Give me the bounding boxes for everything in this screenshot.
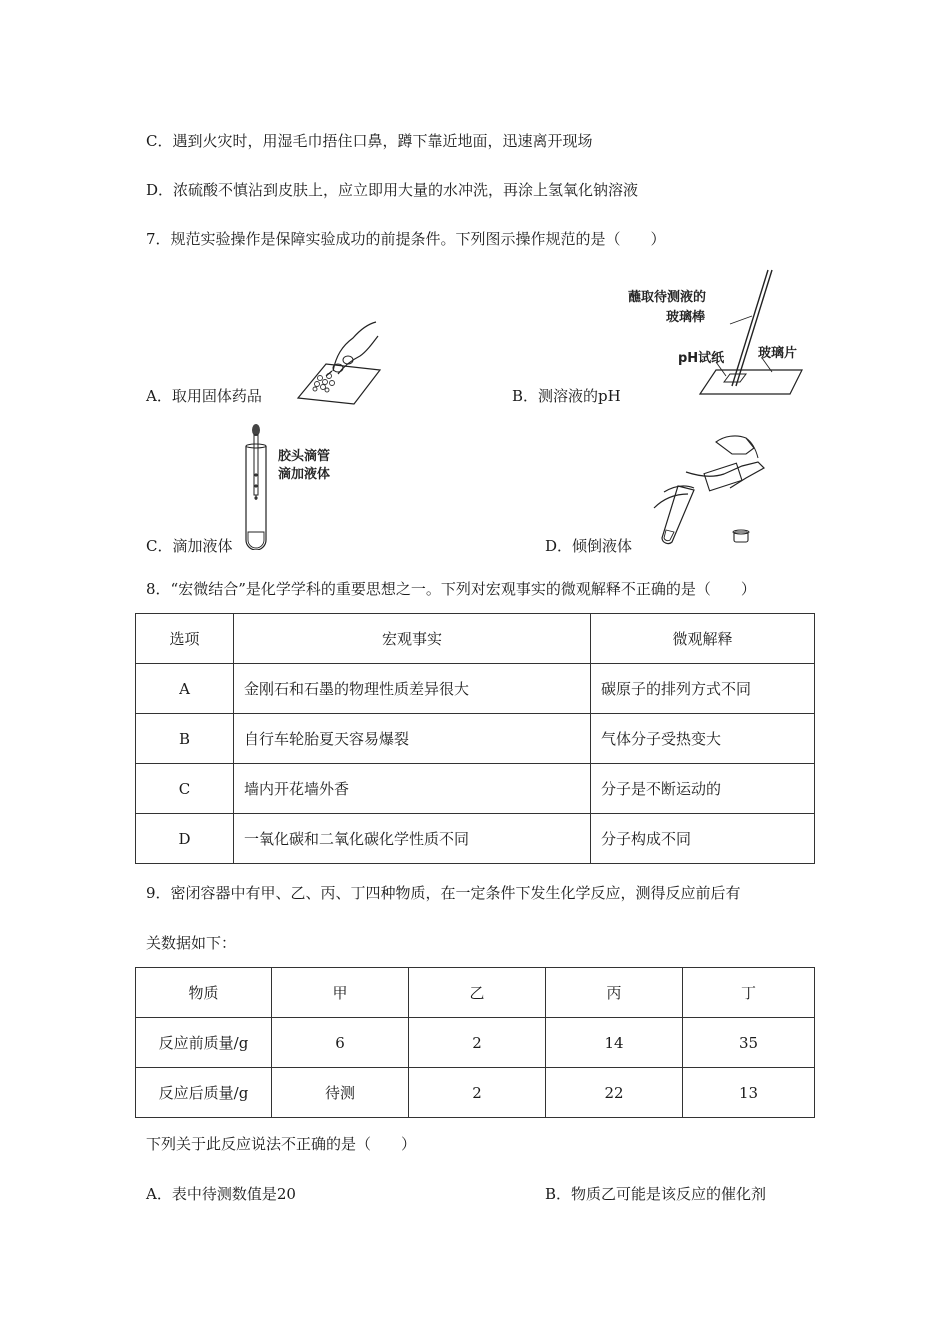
figure-d-pouring xyxy=(646,432,776,552)
table-cell: 6 xyxy=(272,1018,409,1068)
table-row xyxy=(136,814,815,864)
table-cell: 13 xyxy=(683,1068,815,1118)
table-cell: B xyxy=(136,714,234,764)
table-cell: 反应后质量/g xyxy=(136,1068,272,1118)
label-dropper-line1: 胶头滴管 xyxy=(278,449,331,464)
label-glass-slide: 玻璃片 xyxy=(758,346,798,361)
table-header-cell: 宏观事实 xyxy=(234,614,591,664)
table-cell: 22 xyxy=(546,1068,683,1118)
table-cell: 分子是不断运动的 xyxy=(591,764,815,814)
figure-c-dropper xyxy=(240,420,360,550)
question-7-stem: 7．规范实验操作是保障实验成功的前提条件。下列图示操作规范的是（ ） xyxy=(146,230,666,248)
table-cell: 墙内开花墙外香 xyxy=(234,764,591,814)
table-cell: 2 xyxy=(409,1068,546,1118)
table-row xyxy=(136,664,815,714)
table-header-cell: 选项 xyxy=(136,614,234,664)
table-header-row xyxy=(136,968,815,1018)
label-glass-rod-line2: 玻璃棒 xyxy=(666,310,706,325)
table-cell: 待测 xyxy=(272,1068,409,1118)
label-dropper-line2: 滴加液体 xyxy=(278,467,331,482)
table-question-8 xyxy=(135,613,815,864)
table-row xyxy=(136,1068,815,1118)
figure-b-ph-test xyxy=(612,266,832,406)
table-row xyxy=(136,764,815,814)
table-header-cell: 丙 xyxy=(546,968,683,1018)
table-row xyxy=(136,1018,815,1068)
figure-a-solid-reagent xyxy=(268,316,388,406)
table-cell: 2 xyxy=(409,1018,546,1068)
table-cell: 气体分子受热变大 xyxy=(591,714,815,764)
question-9-option-b: B．物质乙可能是该反应的催化剂 xyxy=(545,1185,767,1203)
table-cell: A xyxy=(136,664,234,714)
table-header-cell: 乙 xyxy=(409,968,546,1018)
question-9-stem-line1: 9．密闭容器中有甲、乙、丙、丁四种物质，在一定条件下发生化学反应，测得反应前后有 xyxy=(146,884,741,902)
question-7-option-a: A．取用固体药品 xyxy=(146,387,262,405)
table-cell: C xyxy=(136,764,234,814)
table-header-row xyxy=(136,614,815,664)
question-9-stem-line2: 关数据如下： xyxy=(146,934,237,952)
table-header-cell: 微观解释 xyxy=(591,614,815,664)
table-cell: 碳原子的排列方式不同 xyxy=(591,664,815,714)
question-8-stem: 8．“宏微结合”是化学学科的重要思想之一。下列对宏观事实的微观解释不正确的是（ ） xyxy=(146,580,756,598)
question-6-option-c: C．遇到火灾时，用湿毛巾捂住口鼻，蹲下靠近地面，迅速离开现场 xyxy=(146,132,593,150)
question-9-option-a: A．表中待测数值是20 xyxy=(146,1185,296,1203)
table-cell: 分子构成不同 xyxy=(591,814,815,864)
table-cell: 反应前质量/g xyxy=(136,1018,272,1068)
table-cell: 金刚石和石墨的物理性质差异很大 xyxy=(234,664,591,714)
table-question-9 xyxy=(135,967,815,1118)
table-row xyxy=(136,714,815,764)
question-7-option-c: C．滴加液体 xyxy=(146,537,233,555)
table-cell: 35 xyxy=(683,1018,815,1068)
table-header-cell: 物质 xyxy=(136,968,272,1018)
table-cell: D xyxy=(136,814,234,864)
table-cell: 自行车轮胎夏天容易爆裂 xyxy=(234,714,591,764)
table-header-cell: 甲 xyxy=(272,968,409,1018)
label-glass-rod-line1: 蘸取待测液的 xyxy=(628,290,707,305)
table-cell: 一氧化碳和二氧化碳化学性质不同 xyxy=(234,814,591,864)
table-cell: 14 xyxy=(546,1018,683,1068)
label-ph-paper: pH试纸 xyxy=(678,351,725,366)
question-7-option-d: D．倾倒液体 xyxy=(545,537,633,555)
table-header-cell: 丁 xyxy=(683,968,815,1018)
question-7-option-b: B．测溶液的pH xyxy=(512,387,621,405)
question-6-option-d: D．浓硫酸不慎沾到皮肤上，应立即用大量的水冲洗，再涂上氢氧化钠溶液 xyxy=(146,181,639,199)
question-9-prompt: 下列关于此反应说法不正确的是（ ） xyxy=(146,1135,417,1153)
